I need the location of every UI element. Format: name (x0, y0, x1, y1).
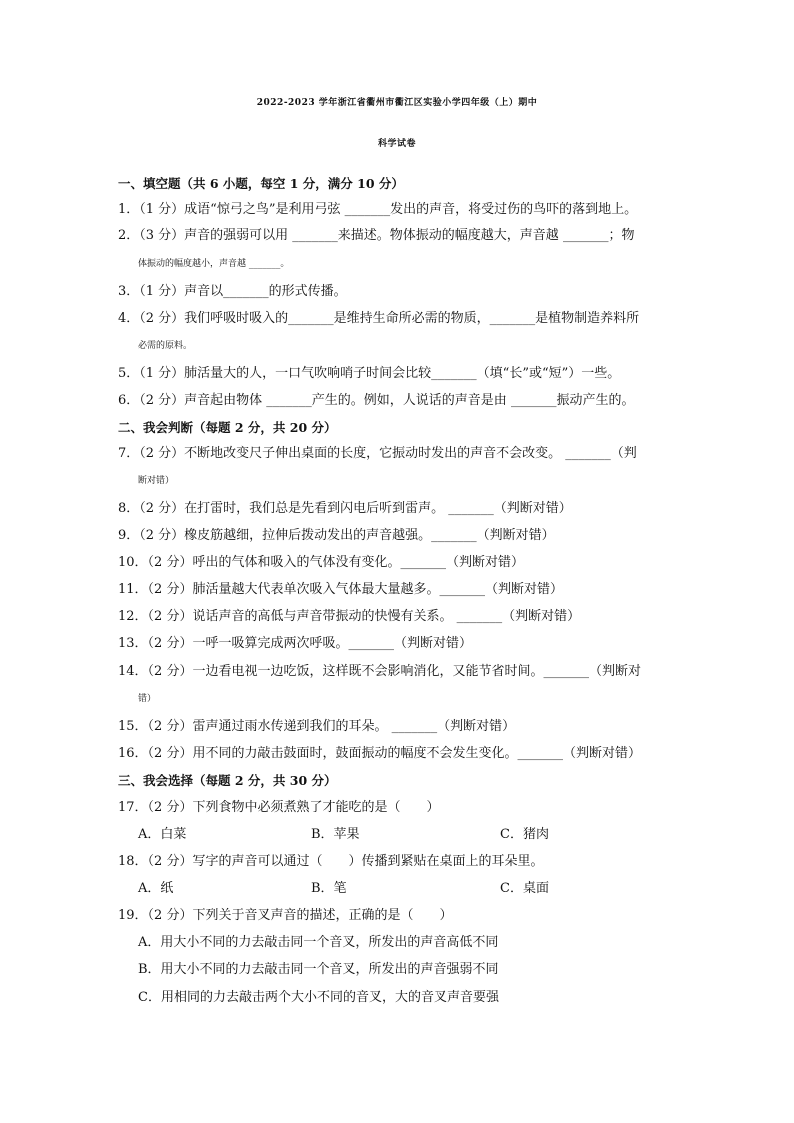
question-18-option-c: C．桌面 (500, 881, 549, 896)
question-1: 1．（1 分）成语“惊弓之鸟”是利用弓弦 _______发出的声音，将受过伤的鸟吓的落到地上。 (118, 202, 638, 217)
exam-title-line1: 2022-2023 学年浙江省衢州市衢江区实验小学四年级（上）期中 (256, 98, 538, 108)
question-19-option-b: B．用大小不同的力去敲击同一个音叉，所发出的声音强弱不同 (138, 962, 499, 977)
question-6: 6．（2 分）声音起由物体 _______产生的。例如，人说话的声音是由 _______振动产生的。 (118, 393, 635, 408)
question-4-continued: 必需的原料。 (138, 341, 193, 351)
question-17-option-b: B．苹果 (311, 827, 360, 842)
question-2: 2．（3 分）声音的强弱可以用 _______来描述。物体振动的幅度越大，声音越 _______；物 (118, 228, 635, 243)
question-14: 14．（2 分）一边看电视一边吃饭，这样既不会影响消化，又能节省时间。_______（判断对 (118, 664, 641, 679)
exam-title-line2: 科学试卷 (377, 139, 416, 149)
question-13: 13．（2 分）一呼一吸算完成两次呼吸。_______（判断对错） (118, 636, 472, 651)
question-5: 5．（1 分）肺活量大的人，一口气吹响哨子时间会比较_______（填“长”或“短”）一些。 (118, 366, 621, 381)
question-15: 15．（2 分）雷声通过雨水传递到我们的耳朵。 _______（判断对错） (118, 719, 516, 734)
section-heading-true-false: 二、我会判断（每题 2 分，共 20 分） (118, 420, 337, 435)
question-17: 17．（2 分）下列食物中必须煮熟了才能吃的是（ ） (118, 800, 440, 815)
question-2-continued: 体振动的幅度越小，声音越 _______。 (138, 259, 290, 269)
question-7: 7．（2 分）不断地改变尺子伸出桌面的长度，它振动时发出的声音不会改变。 _______（判 (118, 446, 637, 461)
question-10: 10．（2 分）呼出的气体和吸入的气体没有变化。_______（判断对错） (118, 555, 524, 570)
section-heading-fill-blank: 一、填空题（共 6 小题，每空 1 分，满分 10 分） (118, 176, 404, 191)
question-16: 16．（2 分）用不同的力敲击鼓面时，鼓面振动的幅度不会发生变化。_______（判断对错） (118, 746, 641, 761)
question-17-option-a: A．白菜 (138, 827, 187, 842)
question-19-option-c: C．用相同的力去敲击两个大小不同的音叉，大的音叉声音要强 (138, 990, 499, 1005)
section-heading-multiple-choice: 三、我会选择（每题 2 分，共 30 分） (118, 773, 337, 788)
question-3: 3．（1 分）声音以_______的形式传播。 (118, 284, 347, 299)
question-7-continued: 断对错） (138, 476, 175, 486)
question-9: 9．（2 分）橡皮筋越细，拉伸后拨动发出的声音越强。_______（判断对错） (118, 528, 555, 543)
question-4: 4．（2 分）我们呼吸时吸入的_______是维持生命所必需的物质，_______是植物制造养料所 (118, 311, 640, 326)
question-14-continued: 错） (138, 694, 157, 704)
question-19: 19．（2 分）下列关于音叉声音的描述，正确的是（ ） (118, 908, 453, 923)
question-19-option-a: A．用大小不同的力去敲击同一个音叉，所发出的声音高低不同 (138, 935, 499, 950)
question-12: 12．（2 分）说话声音的高低与声音带振动的快慢有关系。 _______（判断对错） (118, 609, 581, 624)
question-18-option-a: A．纸 (138, 881, 174, 896)
question-17-option-c: C．猪肉 (500, 827, 549, 842)
question-18: 18．（2 分）写字的声音可以通过（ ）传播到紧贴在桌面上的耳朵里。 (118, 854, 544, 869)
question-11: 11．（2 分）肺活量越大代表单次吸入气体最大量越多。_______（判断对错） (118, 582, 563, 597)
question-8: 8．（2 分）在打雷时，我们总是先看到闪电后听到雷声。 _______（判断对错） (118, 501, 572, 516)
question-18-option-b: B．笔 (311, 881, 347, 896)
